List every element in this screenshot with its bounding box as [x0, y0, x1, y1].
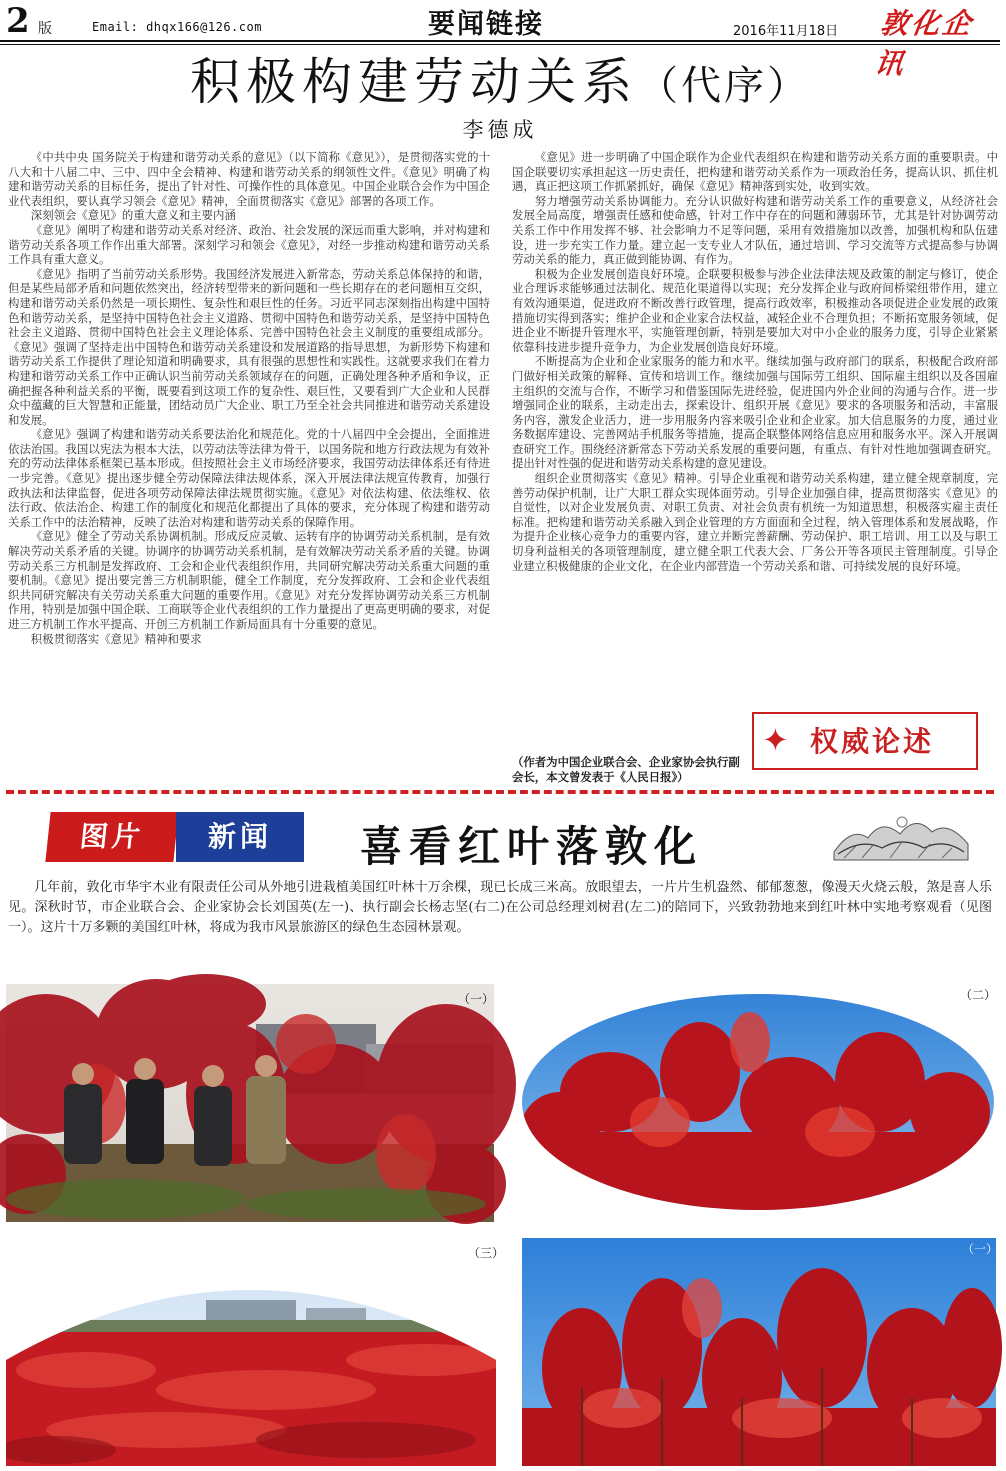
picture-news-title: 喜看红叶落敦化 [360, 822, 704, 871]
photo-red-canopy [520, 982, 996, 1216]
badge-label: 权威论述 [810, 725, 935, 758]
newspaper-logo: 敦化企讯 [872, 7, 976, 80]
photo-red-field [6, 1240, 505, 1466]
headline-main: 积极构建劳动关系 [190, 53, 638, 111]
paragraph: 《意见》阐明了构建和谐劳动关系对经济、政治、社会发展的深远而重大影响，并对构建和谐劳动关系各项工作作出重大部署。深刻学习和领会《意见》，对经一步推动构建和谐劳动关系工作具有重大意义。 [8, 222, 490, 267]
header-divider-thin [0, 44, 1000, 45]
section-title: 要闻链接 [428, 9, 544, 40]
issue-date: 2016年11月18日 [733, 24, 839, 39]
article-headline [0, 52, 1000, 116]
article-column-right [512, 150, 998, 782]
header-divider [0, 40, 1000, 42]
photo-visitors-in-grove [6, 984, 494, 1222]
subheading: 深刻领会《意见》的重大意义和主要内涵 [30, 208, 236, 223]
picture-news-label [48, 812, 304, 862]
contact-email: Email: dhqx166@126.com [92, 20, 262, 34]
photo-red-saplings [522, 1238, 999, 1466]
picture-news-intro: 几年前，敦化市华宇木业有限责任公司从外地引进栽植美国红叶林十万余棵，现已长成三米高。放眼望去，一片片生机盎然、郁郁葱葱，像漫天火烧云般，煞是喜人乐见。深秋时节，市企业联合会、企业家协会长刘国英(左一)、执行副会长杨志坚(右二)在公司总经理刘树君(左二)的陪同下，兴致勃勃地来到红叶林中实地考察观看（见图一）。这片十万多颗的美国红叶林，将成为我市风景旅游区的绿色生态园林景观。 [8, 880, 992, 935]
paragraph: 《意见》指明了当前劳动关系形势。我国经济发展进入新常态，劳动关系总体保持的和谐，但是某些局部矛盾和问题依然突出，经济转型带来的新问题和一些长期存在的老问题相互交织，构建和谐劳动关系仍然是一项长期性、复杂性和艰巨性的任务。习近平同志深刻指出构建中国特色和谐劳动关系，是坚持中国特色社会主义道路、贯彻中国特色和谐劳动关系，是坚持中国特色社会主义道路、贯彻中国特色社会主义理论体系、完善中国特色社会主义制度的重要组成部分。《意见》强调了坚持走出中国特色和谐劳动关系建设和发展道路的指导思想，为新形势下构建和谐劳动关系工作提供了理论知道和明确要求，具有很强的思想性和实践性。这就要求我们在着力构建和谐劳动关系工作中正确认识当前劳动关系领域存在的问题，正确处理各种矛盾和争议，正确把握各种利益关系的平衡，既要看到这项工作的复杂性、艰巨性，又要看到广大企业和人民群众中蕴藏的巨大智慧和正能量，团结动员广大企业、职工乃至全社会共同推进和谐劳动关系建设和发展。 [8, 266, 490, 427]
page-number: 2 [6, 1, 30, 41]
page-number-suffix: 版 [38, 21, 52, 37]
subheading: 积极贯彻落实《意见》精神和要求 [30, 631, 202, 646]
author-note: （作者为中国企业联合会、企业家协会执行副会长，本文曾发表于《人民日报》） [512, 755, 740, 784]
photo-caption: （三） [468, 1246, 505, 1260]
sparkle-star-icon: ✦ [762, 721, 789, 759]
section-divider [6, 790, 994, 794]
article-byline: 李德成 [462, 118, 538, 142]
paragraph: 《意见》强调了构建和谐劳动关系要法治化和规范化。党的十八届四中全会提出，全面推进依法治国。我国以宪法为根本大法，以劳动法等法律为骨干，以国务院和地方行政法规为有效补充的劳动法律体系框架已基本形成。但按照社会主义市场经济要求，我国劳动法律体系还有待进一步完善。《意见》提出逐步健全劳动保障法律法规体系，深入开展法律法规宣传教育，加强行政执法和法律监督，促进各项劳动保障法律法规贯彻实施。《意见》对依法构建、依法维权、依法行政、依法治企、构建工作的制度化和规范化都提出了具体的要求，充分体现了构建和谐劳动关系工作中的法治精神，反映了法治对构建和谐劳动关系的保障作用。 [8, 427, 490, 529]
picture-news-label-part1: 图片 [45, 812, 178, 862]
paragraph: 组织企业贯彻落实《意见》精神。引导企业重视和谐劳动关系构建，建立健全规章制度，完善劳动保护机制，让广大职工群众实现体面劳动。引导企业加强自律，提高贯彻落实《意见》的自觉性，以对企业发展负责、对职工负责、对社会负责有机统一为知道思想，积极落实雇主责任标准。把构建和谐劳动关系融入到企业管理的方方面面和全过程，纳入管理体系和发展战略，作为提升企业核心竞争力的重要内容，建立并断完善薪酬、劳动保护、职工培训、用工以及与职工切身利益相关的各项管理制度，建立健全职工代表大会、厂务公开等各项民主管理制度。引导企业建立积极健康的企业文化，在企业内部营造一个劳动关系和谐、可持续发展的良好环境。 [512, 471, 998, 573]
picture-news-label-part2: 新闻 [176, 812, 304, 862]
paragraph: 不断提高为企业和企业家服务的能力和水平。继续加强与政府部门的联系，积极配合政府部门做好相关政策的解释、宣传和培训工作。继续加强与国际劳工组织、国际雇主组织以及各国雇主组织的交流与合作，不断学习和借鉴国际先进经验，促进国内外企业间的沟通与合作。进一步增强同企业的联系，主动走出去，探索设计、组织开展《意见》要求的各项服务和活动，丰富服务内容，激发企业活力，进一步用服务内容来吸引企业和企业家。加大信息服务的力度，通过业务数据库建设、完善网站手机服务等措施，提高企联整体网络信息应用和服务水平。深入开展调查研究工作。围绕经济新常态下劳动关系发展的重要问题，有重点、有针对性地加强调查研究。提出针对性强的促进和谐劳动关系构建的意见建设。 [512, 354, 998, 471]
headline-suffix: （代序） [638, 63, 810, 109]
photo-caption: （一） [458, 992, 495, 1006]
paragraph: 《意见》进一步明确了中国企联作为企业代表组织在构建和谐劳动关系方面的重要职责。中国企联要切实承担起这一历史责任，把构建和谐劳动关系作为一项政治任务，提高认识、抓住机遇，真正把这项工作抓紧抓好，确保《意见》精神落到实处，收到实效。 [512, 150, 998, 194]
photo-caption: （一） [962, 1242, 999, 1256]
authority-badge [752, 712, 978, 770]
landscape-ornament-icon [832, 808, 970, 862]
photo-caption: （二） [960, 988, 997, 1002]
paragraph: 《中共中央 国务院关于构建和谐劳动关系的意见》（以下简称《意见》），是贯彻落实党的十八大和十八届二中、三中、四中全会精神、构建和谐劳动关系的纲领性文件。《意见》明确了构建和谐劳动关系的目标任务，提出了针对性、可操作性的具体意见。中国企业联合会作为中国企业代表组织，要认真学习领会《意见》精神，全面贯彻落实《意见》部署的各项工作。 [8, 150, 490, 208]
paragraph: 《意见》健全了劳动关系协调机制。形成反应灵敏、运转有序的协调劳动关系机制，是有效解决劳动关系矛盾的关键。协调序的协调劳动关系机制，是有效解决劳动关系矛盾的关键。协调劳动关系三方机制是发挥政府、工会和企业代表组织作用，共同研究解决劳动关系重大问题的重要机制。《意见》提出要完善三方机制职能，健全工作制度，充分发挥政府、工会和企业代表组织共同研究解决有关劳动关系重大问题的重要作用。《意见》对充分发挥协调劳动关系三方机制作用，特别是加强中国企联、工商联等企业代表组织的工作力量提出了更高更明确的要求，对促进三方机制工作水平提高、开创三方机制工作新局面具有十分重要的意见。 [8, 529, 490, 631]
article-column-left [8, 150, 490, 782]
paragraph: 努力增强劳动关系协调能力。充分认识做好构建和谐劳动关系工作的重要意义，从经济社会发展全局高度，增强责任感和使命感，针对工作中存在的问题和薄弱环节，尤其是针对协调劳动关系工作中作用发挥不够、社会影响力不足等问题，采用有效措施加以改善，加强机构和队伍建设，进一步充实工作力量。建立起一支专业人才队伍，通过培训、学习交流等方式提高参与协调劳动关系的能力，真正做到能协调、有作为。 [512, 193, 998, 267]
paragraph: 积极为企业发展创造良好环境。企联要积极参与涉企业法律法规及政策的制定与修订，使企业合理诉求能够通过法制化、规范化渠道得以实现；充分发挥企业与政府间桥梁纽带作用，建立有效沟通渠道，促进政府不断改善行政管理，提高行政效率，积极推动各项促进企业发展的政策措施切实得到落实；维护企业和企业家合法权益，减轻企业不合理负担；不断拓宽服务领域，促进企业不断提升管理水平，实施管理创新，特别是要加大对中小企业的服务力度，引导企业紧紧依靠科技进步提升竞争力，为企业发展创造良好环境。 [512, 266, 998, 354]
